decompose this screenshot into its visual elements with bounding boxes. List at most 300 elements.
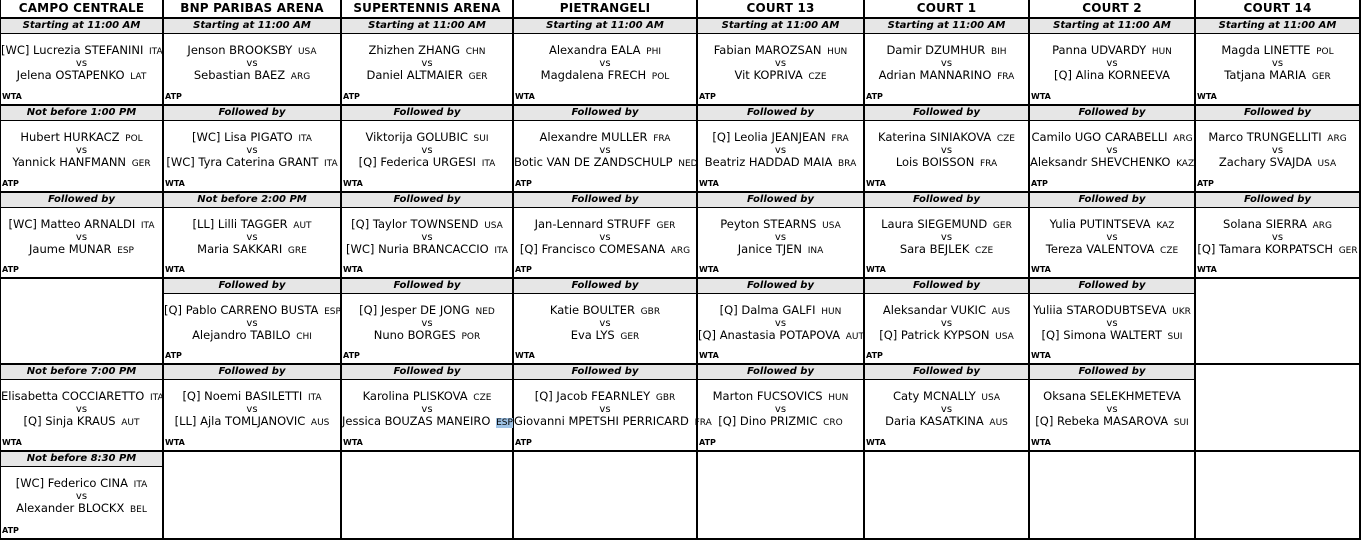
player-last-name: SVAJDA (1269, 155, 1312, 169)
p1-line (865, 389, 1028, 405)
vs-label: vs (421, 404, 433, 415)
court-name: CAMPO CENTRALE (1, 0, 162, 19)
player-last-name: VALENTOVA (1086, 242, 1155, 256)
p2-line (1030, 68, 1194, 82)
player-first-name: Lois (895, 155, 919, 169)
entry-tag: [WC] (346, 242, 375, 256)
player-last-name: EALA (610, 43, 641, 57)
player-last-name: FRECH (607, 68, 647, 82)
vs-label: vs (1271, 232, 1284, 243)
match-cell[interactable] (1, 365, 162, 452)
player-nationality: FRA (831, 134, 849, 144)
match-body (164, 208, 340, 277)
match-cell[interactable] (1196, 106, 1359, 193)
match-body (1, 208, 162, 277)
p1-line (164, 303, 340, 319)
player-last-name: STRUFF (606, 217, 651, 231)
player-first-name: Viktorija (365, 130, 413, 144)
player-last-name: HANFMANN (59, 155, 127, 169)
match-body (342, 294, 512, 363)
vs-label: vs (421, 232, 433, 243)
match-body (1030, 294, 1194, 363)
match-body (698, 208, 863, 277)
p1-line (342, 43, 512, 59)
p2-line (1030, 328, 1194, 344)
match-cell[interactable] (514, 279, 696, 365)
match-body (514, 34, 696, 104)
player-last-name: BRANCACCIO (412, 242, 489, 256)
match-body (342, 121, 512, 191)
match-body (1196, 121, 1359, 191)
player-first-name: Maria (197, 242, 230, 256)
tour-label: WTA (165, 438, 185, 447)
p2-line (865, 414, 1028, 430)
player-first-name: Marco (1208, 130, 1244, 144)
player-first-name: Vit (734, 68, 750, 82)
player-last-name: DE JONG (420, 303, 470, 317)
p1-line (164, 43, 340, 59)
match-cell[interactable] (865, 279, 1028, 365)
player-last-name: OSTAPENKO (55, 68, 125, 82)
player-first-name: Laura (881, 217, 914, 231)
court-name: BNP PARIBAS ARENA (164, 0, 340, 19)
player-first-name: Dalma (741, 303, 779, 317)
match-time-label: Followed by (1196, 193, 1359, 208)
entry-tag: [Q] (182, 389, 201, 403)
match-cell[interactable] (514, 106, 696, 193)
tour-label: WTA (1197, 265, 1217, 274)
court-column (164, 0, 342, 540)
player-first-name: Jenson (187, 43, 226, 57)
player-last-name: GALFI (782, 303, 816, 317)
p1-line (1196, 217, 1359, 233)
p2-line (164, 155, 340, 171)
player-last-name: GOLUBIC (416, 130, 468, 144)
match-cell[interactable] (698, 365, 863, 452)
match-time-label: Followed by (698, 106, 863, 121)
entry-tag: [WC] (166, 155, 195, 169)
player-first-name: Alejandro (192, 328, 247, 342)
player-last-name: STARODUBTSEVA (1066, 303, 1167, 317)
vs-label: vs (75, 232, 88, 243)
player-last-name: VUKIC (950, 303, 986, 317)
match-body (698, 294, 863, 363)
player-first-name: Yulia (1049, 217, 1077, 231)
match-cell[interactable] (1030, 19, 1194, 106)
vs-label: vs (599, 232, 611, 243)
match-body (865, 34, 1028, 104)
player-last-name: PRIZMIC (769, 414, 818, 428)
match-time-label: Not before 7:00 PM (1, 365, 162, 380)
match-cell[interactable] (1030, 106, 1194, 193)
match-time-label: Starting at 11:00 AM (1196, 19, 1359, 34)
match-cell[interactable] (1030, 279, 1194, 365)
player-nationality: HUN (828, 393, 849, 403)
entry-tag: [Q] (1035, 414, 1054, 428)
player-last-name: SIEGEMUND (917, 217, 988, 231)
empty-slot (514, 452, 696, 540)
player-last-name: BAEZ (254, 68, 286, 82)
player-last-name: MANNARINO (919, 68, 992, 82)
p1-line (698, 43, 863, 59)
player-last-name: BASILETTI (244, 389, 303, 403)
player-nationality: ITA (149, 47, 163, 57)
p2-line (698, 155, 863, 171)
player-last-name: PIGATO (250, 130, 293, 144)
player-first-name: Leolia (734, 130, 768, 144)
vs-label: vs (774, 318, 787, 329)
match-time-label: Followed by (164, 365, 340, 380)
player-first-name: Daria (885, 414, 916, 428)
vs-label: vs (774, 404, 787, 415)
match-time-label: Starting at 11:00 AM (1, 19, 162, 34)
player-first-name: Lisa (224, 130, 247, 144)
match-body (1, 467, 162, 538)
match-time-label: Followed by (1030, 193, 1194, 208)
player-last-name: ALTMAIER (406, 68, 463, 82)
p1-line (698, 130, 863, 146)
match-cell[interactable] (164, 279, 340, 365)
player-nationality: HUN (821, 307, 842, 317)
player-first-name: Tyra Caterina (198, 155, 275, 169)
p2-line (865, 328, 1028, 344)
player-first-name: Adrian (878, 68, 916, 82)
vs-label: vs (75, 491, 88, 502)
entry-tag: [LL] (192, 217, 215, 231)
player-first-name: Alexander (16, 501, 75, 515)
court-name: SUPERTENNIS ARENA (342, 0, 512, 19)
entry-tag: [Q] (23, 414, 42, 428)
player-first-name: Taylor (372, 217, 407, 231)
match-cell[interactable] (698, 193, 863, 279)
empty-slot (342, 452, 512, 540)
p2-line (514, 68, 696, 84)
player-nationality: INA (807, 246, 824, 256)
player-first-name: Alexandre (539, 130, 598, 144)
match-body (514, 208, 696, 277)
court-column (698, 0, 865, 540)
player-last-name: BORGES (407, 328, 456, 342)
player-last-name: KYPSON (943, 328, 990, 342)
p1-line (1196, 43, 1359, 59)
p2-line (514, 155, 696, 171)
player-first-name: Tamara (1219, 242, 1262, 256)
player-nationality: ARG (290, 72, 311, 82)
player-first-name: Zachary (1218, 155, 1266, 169)
empty-slot (1196, 279, 1359, 365)
player-first-name: Solana (1223, 217, 1262, 231)
match-time-label: Starting at 11:00 AM (164, 19, 340, 34)
court-column (1196, 0, 1361, 540)
player-nationality: POL (125, 134, 143, 144)
player-nationality: ITA (494, 246, 508, 256)
player-nationality: CZE (808, 72, 827, 82)
player-nationality: ITA (298, 134, 312, 144)
empty-slot (1196, 365, 1359, 452)
match-cell[interactable] (1030, 193, 1194, 279)
match-cell[interactable] (342, 106, 512, 193)
player-nationality: GER (131, 159, 151, 169)
player-first-name: Hubert (20, 130, 60, 144)
match-cell[interactable] (865, 106, 1028, 193)
match-body (1196, 208, 1359, 277)
player-last-name: DZUMHUR (925, 43, 986, 57)
player-first-name: Francisco (541, 242, 596, 256)
match-cell[interactable] (1196, 19, 1359, 106)
player-first-name: Daniel (366, 68, 404, 82)
p1-line (698, 389, 863, 405)
match-cell[interactable] (342, 193, 512, 279)
match-time-label: Followed by (865, 279, 1028, 294)
player-nationality: ITA (481, 159, 496, 169)
match-cell[interactable] (1, 106, 162, 193)
player-nationality: USA (981, 393, 1001, 403)
match-cell[interactable] (342, 365, 512, 452)
p1-line (1, 389, 162, 405)
player-first-name: Eva (570, 328, 592, 342)
player-nationality: USA (995, 332, 1014, 342)
p2-line (698, 68, 863, 84)
court-column (865, 0, 1030, 540)
vs-label: vs (421, 145, 433, 156)
player-nationality: BIH (990, 47, 1007, 57)
player-first-name: Matteo (40, 217, 81, 231)
player-first-name: Peyton (720, 217, 760, 231)
empty-slot (164, 452, 340, 540)
tour-label: WTA (699, 351, 719, 360)
player-nationality: ARG (670, 246, 691, 256)
empty-slot (1, 279, 162, 365)
match-cell[interactable] (698, 106, 863, 193)
player-nationality: HUN (827, 47, 848, 57)
match-cell[interactable] (164, 19, 340, 106)
vs-label: vs (599, 145, 611, 156)
vs-label: vs (421, 318, 433, 329)
player-first-name: Jan-Lennard (534, 217, 604, 231)
player-nationality: CHI (296, 332, 312, 342)
player-first-name: Katerina (877, 130, 927, 144)
player-first-name: Janice (737, 242, 773, 256)
player-last-name: MARIA (1269, 68, 1307, 82)
p2-line (1196, 242, 1359, 258)
player-nationality: AUS (989, 418, 1008, 428)
player-last-name: FEARNLEY (591, 389, 651, 403)
p2-line (1030, 155, 1194, 171)
match-cell[interactable] (164, 106, 340, 193)
player-first-name: Ajla (200, 414, 222, 428)
match-body (865, 208, 1028, 277)
entry-tag: [Q] (164, 303, 183, 317)
player-nationality: GER (656, 221, 676, 231)
tour-label: WTA (343, 438, 363, 447)
match-body (342, 380, 512, 450)
player-last-name: WALTERT (1109, 328, 1162, 342)
match-cell[interactable] (164, 365, 340, 452)
match-cell[interactable] (514, 193, 696, 279)
tour-label: ATP (2, 179, 19, 188)
match-cell[interactable] (514, 19, 696, 106)
p2-line (1, 414, 162, 430)
tour-label: ATP (343, 351, 360, 360)
player-nationality: ESP (117, 246, 134, 256)
p1-line (514, 303, 696, 319)
match-body (865, 121, 1028, 191)
p2-line (514, 414, 712, 430)
p2-line (865, 155, 1028, 171)
p1-line (698, 217, 863, 233)
entry-tag: [Q] (358, 155, 377, 169)
p1-line (1030, 389, 1194, 403)
player-first-name: Karolina (362, 389, 410, 403)
tour-label: ATP (1197, 179, 1214, 188)
vs-label: vs (1106, 232, 1118, 243)
player-last-name: SINIAKOVA (929, 130, 992, 144)
match-cell[interactable] (698, 19, 863, 106)
match-body (1030, 380, 1194, 450)
p2-line (865, 68, 1028, 84)
court-name: COURT 13 (698, 0, 863, 19)
player-last-name: TRUNGELLITI (1246, 130, 1322, 144)
tour-label: ATP (165, 351, 182, 360)
player-last-name: COMESANA (598, 242, 666, 256)
match-cell[interactable] (1, 193, 162, 279)
match-body (164, 380, 340, 450)
match-cell[interactable] (164, 193, 340, 279)
entry-tag: [Q] (879, 328, 898, 342)
player-last-name: URGESI (432, 155, 477, 169)
court-column (514, 0, 712, 540)
player-first-name: Magda (1221, 43, 1260, 57)
player-nationality: ARG (1312, 221, 1332, 231)
player-last-name: GRANT (278, 155, 319, 169)
p2-line (164, 414, 340, 430)
p1-line (1, 217, 162, 233)
player-nationality: HUN (1151, 47, 1172, 57)
entry-tag: [WC] (192, 130, 221, 144)
match-cell[interactable] (865, 193, 1028, 279)
player-nationality: POL (1316, 47, 1334, 57)
match-cell[interactable] (342, 279, 512, 365)
player-nationality: FRA (653, 134, 671, 144)
player-nationality: CZE (975, 246, 994, 256)
player-first-name: Federico (47, 476, 97, 490)
player-last-name: UGO CARABELLI (1074, 130, 1168, 144)
player-last-name: MULLER (601, 130, 648, 144)
match-body (865, 294, 1028, 363)
player-nationality: CRO (823, 418, 843, 428)
p1-line (1, 43, 162, 59)
player-first-name: Damir (886, 43, 922, 57)
player-nationality: SUI (1173, 418, 1189, 428)
player-nationality: PHI (646, 47, 661, 57)
entry-tag: [Q] (534, 389, 553, 403)
player-first-name: Nuno (373, 328, 404, 342)
player-last-name: BOUZAS MANEIRO (384, 414, 491, 428)
player-first-name: Nuria (378, 242, 409, 256)
match-body (698, 34, 863, 104)
vs-label: vs (1106, 145, 1118, 156)
player-nationality: CZE (1160, 246, 1179, 256)
match-time-label: Followed by (1030, 279, 1194, 294)
p1-line (1196, 130, 1359, 146)
vs-label: vs (940, 318, 953, 329)
player-nationality: ARG (1327, 134, 1347, 144)
p2-line (698, 328, 863, 344)
player-first-name: Beatriz (704, 155, 746, 169)
player-first-name: Jesper (380, 303, 417, 317)
empty-slot (1196, 452, 1359, 540)
p1-line (514, 217, 696, 233)
match-body (514, 294, 696, 363)
player-nationality: GER (468, 72, 488, 82)
match-cell[interactable] (342, 19, 512, 106)
vs-label: vs (599, 404, 611, 415)
tour-label: ATP (1031, 179, 1048, 188)
p2-line (1196, 155, 1359, 171)
match-cell[interactable] (1, 19, 162, 106)
match-cell[interactable] (1030, 365, 1194, 452)
p2-line (342, 155, 512, 171)
court-column (0, 0, 164, 540)
player-last-name: SELEKHMETEVA (1089, 389, 1181, 403)
tour-label: WTA (1031, 265, 1051, 274)
entry-tag: [LL] (174, 414, 197, 428)
player-last-name: KORPATSCH (1264, 242, 1334, 256)
match-time-label: Followed by (342, 193, 512, 208)
player-first-name: Jaume (29, 242, 66, 256)
match-cell[interactable] (1196, 193, 1359, 279)
entry-tag: [Q] (1053, 68, 1073, 82)
p1-line (1, 476, 162, 492)
match-cell[interactable] (865, 365, 1028, 452)
match-cell[interactable] (514, 365, 712, 452)
entry-tag: [Q] (1197, 242, 1216, 256)
player-first-name: Botic (514, 155, 543, 169)
p1-line (865, 217, 1028, 233)
vs-label: vs (940, 404, 953, 415)
match-time-label: Followed by (865, 365, 1028, 380)
player-first-name: Jacob (556, 389, 588, 403)
player-first-name: Aleksandar (882, 303, 948, 317)
player-first-name: Yuliia (1033, 303, 1063, 317)
empty-slot (1030, 452, 1194, 540)
tour-label: ATP (515, 179, 532, 188)
player-first-name: Anastasia (719, 328, 776, 342)
tour-label: WTA (1197, 92, 1217, 101)
player-last-name: BROOKSBY (229, 43, 293, 57)
player-last-name: SHEVCHENKO (1090, 155, 1171, 169)
match-time-label: Starting at 11:00 AM (698, 19, 863, 34)
p1-line (698, 303, 863, 319)
player-nationality: ITA (150, 393, 164, 403)
p1-line (514, 43, 696, 59)
player-nationality: ESP (496, 418, 513, 428)
p2-line (342, 242, 512, 258)
player-last-name: STEFANINI (84, 43, 144, 57)
player-nationality: ESP (324, 307, 341, 317)
match-cell[interactable] (698, 279, 863, 365)
player-nationality: GRE (287, 246, 307, 256)
match-cell[interactable] (865, 19, 1028, 106)
player-nationality: SUI (473, 134, 489, 144)
empty-slot (698, 452, 863, 540)
player-first-name: Caty (892, 389, 920, 403)
player-first-name: Simona (1063, 328, 1107, 342)
tour-label: ATP (515, 265, 532, 274)
match-cell[interactable] (1, 452, 162, 540)
p2-line (1, 155, 162, 171)
match-time-label: Followed by (698, 365, 863, 380)
